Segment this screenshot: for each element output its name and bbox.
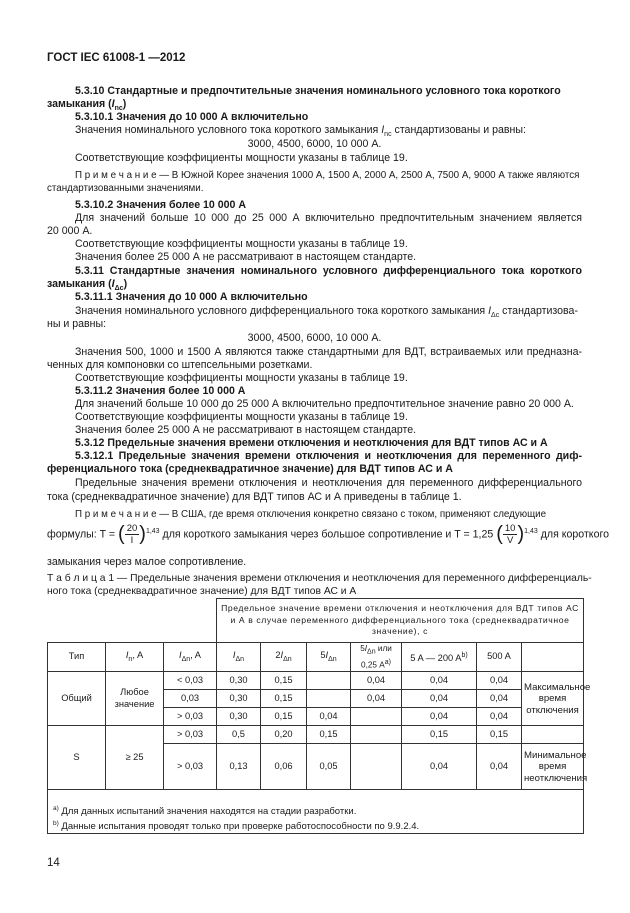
cell: 0,30 bbox=[217, 690, 261, 708]
cell bbox=[351, 744, 402, 790]
section-5-3-11-1-title: 5.3.11.1 Значения до 10 000 А включительно bbox=[75, 291, 308, 303]
in-ge-25: ≥ 25 bbox=[106, 726, 164, 790]
cell: 0,06 bbox=[261, 744, 307, 790]
paragraph-line: ченных для компоновки со штепсельными розетками. bbox=[47, 359, 313, 371]
cell: 0,04 bbox=[402, 744, 477, 790]
paragraph-line: Значения номинального условного дифференциального тока короткого замыкания $I_{\Delta c}$ стандартизова- bbox=[75, 305, 578, 320]
paragraph-line: Соответствующие коэффициенты мощности указаны в таблице 19. bbox=[75, 152, 408, 164]
cell: 0,15 bbox=[402, 726, 477, 744]
cell: > 0,03 bbox=[164, 726, 217, 744]
paragraph-line: Значения более 25 000 А не рассматривают в настоящем стандарте. bbox=[75, 251, 417, 263]
formula-middle: для короткого замыкания через большое сопротивление и bbox=[162, 528, 455, 541]
footnote-b: $^{b)}$ Данные испытания проводят только при проверке работоспособности по 9.9.2.4. bbox=[53, 820, 420, 833]
note-line: П р и м е ч а н и е — В США, где время отключения конкретно связано с током, применяют следующие bbox=[75, 509, 547, 520]
paragraph-line: Соответствующие коэффициенты мощности указаны в таблице 19. bbox=[75, 372, 408, 384]
paragraph-line: Для значений больше 10 000 до 25 000 А включительно предпочтительным значением является bbox=[75, 212, 582, 224]
paragraph-line: Соответствующие коэффициенты мощности указаны в таблице 19. bbox=[75, 411, 408, 423]
paragraph-line: Значения номинального условного тока короткого замыкания $I_{nc}$ стандартизованы и равны: bbox=[75, 124, 526, 139]
fraction-2: $\frac{10}{V}$ bbox=[504, 523, 516, 546]
col-header-5-200: 5 A — 200 $A^{b)}$ bbox=[402, 643, 477, 672]
cell: 0,04 bbox=[402, 708, 477, 726]
cell: < 0,03 bbox=[164, 672, 217, 690]
footnote-a: $^{a)}$ Для данных испытаний значения находятся на стадии разработки. bbox=[53, 805, 357, 818]
exponent-1: 1,43 bbox=[145, 527, 160, 535]
values-line: 3000, 4500, 6000, 10 000 А. bbox=[247, 138, 382, 150]
paragraph-line: 20 000 А. bbox=[47, 225, 93, 237]
cell: 0,04 bbox=[307, 708, 351, 726]
type-s: S bbox=[48, 726, 106, 790]
cell: 0,04 bbox=[477, 708, 522, 726]
cell bbox=[307, 672, 351, 690]
fraction-1: $\frac{20}{I}$ bbox=[126, 523, 138, 546]
cell bbox=[307, 690, 351, 708]
section-5-3-10-title: 5.3.10 Стандартные и предпочтительные значения номинального условного тока короткого bbox=[75, 85, 561, 97]
cell: 0,04 bbox=[402, 672, 477, 690]
cell: 0,04 bbox=[402, 690, 477, 708]
paragraph-line: Значения 500, 1000 и 1500 А являются также стандартными для ВДТ, встраиваемых или предназна- bbox=[75, 346, 582, 358]
cell: 0,15 bbox=[477, 726, 522, 744]
limit-times-table bbox=[47, 598, 591, 834]
cell: 0,05 bbox=[307, 744, 351, 790]
note-line: П р и м е ч а н и е — В Южной Корее значения 1000 А, 1500 А, 2000 А, 2500 А, 7500 А, 9000 А также являются bbox=[75, 170, 580, 181]
table-caption-cont: ного тока (среднеквадратичное значение) для ВДТ типов АС и А bbox=[47, 586, 357, 597]
section-5-3-10-2-title: 5.3.10.2 Значения более 10 000 А bbox=[75, 199, 247, 211]
formula-line: формулы: T = ( $\frac{20}{I}$ )$^{1,43}$ для короткого замыкания через большое сопротивление и T = 1,25 ( $\frac{10}{V}$ )$^{1,43}$ для короткого bbox=[47, 523, 609, 546]
col-header-500: 500 A bbox=[477, 643, 522, 672]
cell: 0,04 bbox=[351, 690, 402, 708]
cell: 0,04 bbox=[477, 672, 522, 690]
col-header-idn: $I_{\Delta n}$, A bbox=[164, 643, 217, 672]
formula-suffix: для короткого bbox=[540, 528, 609, 541]
formula-prefix: формулы: T = bbox=[47, 528, 116, 541]
section-5-3-12-title: 5.3.12 Предельные значения времени отключения и неотключения для ВДТ типов АС и А bbox=[75, 437, 548, 449]
col-header-5idn: $5I_{\Delta n}$ bbox=[307, 643, 351, 672]
exponent-2: 1,43 bbox=[524, 527, 538, 535]
min-time-label: Минимальное время неотключения bbox=[522, 744, 584, 790]
paragraph-line: замыкания через малое сопротивление. bbox=[47, 556, 247, 568]
document-header: ГОСТ IEC 61008-1 —2012 bbox=[47, 52, 186, 64]
table-span-header: Предельное значение времени отключения и неотключения для ВДТ типов АС и А в случае переменного дифференциального тока (среднеквадратичное значение), с bbox=[217, 599, 584, 643]
cell: 0,15 bbox=[261, 672, 307, 690]
section-5-3-10-1-title: 5.3.10.1 Значения до 10 000 А включительно bbox=[75, 111, 309, 123]
cell bbox=[351, 708, 402, 726]
cell: 0,04 bbox=[351, 672, 402, 690]
formula-t2: T = 1,25 bbox=[454, 528, 494, 541]
col-header-2idn: $2I_{\Delta n}$ bbox=[261, 643, 307, 672]
section-5-3-11-2-title: 5.3.11.2 Значения более 10 000 А bbox=[75, 385, 246, 397]
page-number: 14 bbox=[47, 857, 60, 869]
cell: > 0,03 bbox=[164, 744, 217, 790]
section-5-3-12-1-title: 5.3.12.1 Предельные значения времени отключения и неотключения для переменного диф- bbox=[75, 450, 582, 462]
cell: 0,04 bbox=[477, 690, 522, 708]
cell: 0,30 bbox=[217, 672, 261, 690]
cell: 0,13 bbox=[217, 744, 261, 790]
cell: 0,15 bbox=[307, 726, 351, 744]
col-header-type: Тип bbox=[48, 643, 106, 672]
section-5-3-11-title-cont: замыкания $(I_{\Delta c})$ bbox=[47, 278, 128, 293]
section-5-3-12-1-title-cont: ференциального тока (среднеквадратичное значение) для ВДТ типов АС и А bbox=[47, 463, 453, 475]
table-caption: Т а б л и ц а 1 — Предельные значения времени отключения и неотключения для переменного дифференциаль- bbox=[47, 573, 592, 584]
cell: 0,04 bbox=[477, 744, 522, 790]
cell: > 0,03 bbox=[164, 708, 217, 726]
cell bbox=[351, 726, 402, 744]
cell: 0,15 bbox=[261, 690, 307, 708]
paragraph-line: ны и равны: bbox=[47, 318, 107, 330]
section-5-3-10-title-cont: замыкания $(I_{nc})$ bbox=[47, 98, 127, 113]
cell: 0,03 bbox=[164, 690, 217, 708]
paragraph-line: Предельные значения времени отключения и неотключения для переменного дифференциального bbox=[75, 477, 582, 489]
values-line: 3000, 4500, 6000, 10 000 А. bbox=[247, 332, 382, 344]
cell: 0,15 bbox=[261, 708, 307, 726]
paragraph-line: Соответствующие коэффициенты мощности указаны в таблице 19. bbox=[75, 238, 408, 250]
cell: 0,20 bbox=[261, 726, 307, 744]
col-header-1idn: $I_{\Delta n}$ bbox=[217, 643, 261, 672]
in-any-value: Любое значение bbox=[106, 672, 164, 726]
col-header-in: $I_n$, A bbox=[106, 643, 164, 672]
paragraph-line: тока (среднеквадратичное значение) для ВДТ типов АС и А приведены в таблице 1. bbox=[47, 491, 462, 503]
section-5-3-11-title: 5.3.11 Стандартные значения номинального условного дифференциального тока короткого bbox=[75, 265, 582, 277]
type-general: Общий bbox=[48, 672, 106, 726]
cell: 0,5 bbox=[217, 726, 261, 744]
note-line: стандартизованными значениями. bbox=[47, 183, 204, 194]
cell: 0,30 bbox=[217, 708, 261, 726]
paragraph-line: Для значений больше 10 000 до 25 000 А включительно предпочтительное значение равно 20 000 А. bbox=[75, 398, 574, 410]
col-header-5idn-or: $5I_{\Delta n}$ или 0,25 $A^{a)}$ bbox=[351, 643, 402, 672]
paragraph-line: Значения более 25 000 А не рассматривают в настоящем стандарте. bbox=[75, 424, 417, 436]
max-time-label: Максимальное время отключения bbox=[522, 672, 584, 726]
